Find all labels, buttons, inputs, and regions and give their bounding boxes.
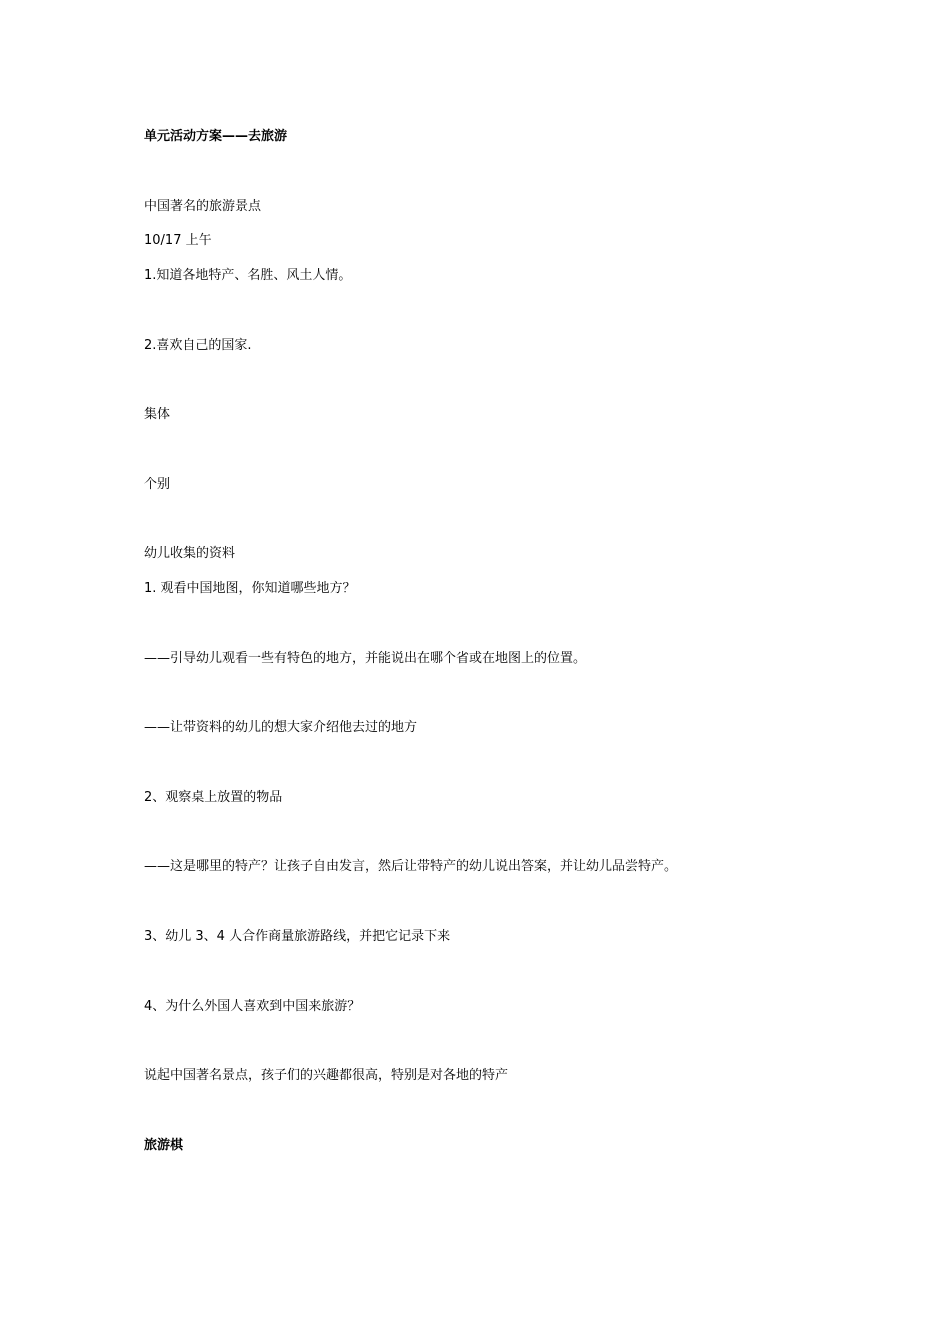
text-line-step-4: 4、为什么外国人喜欢到中国来旅游？	[144, 999, 361, 1014]
text-line-date: 10/17 上午	[144, 233, 212, 248]
text-line-step-1-note-b: ——让带资料的幼儿的想大家介绍他去过的地方	[144, 720, 418, 735]
document-title: 单元活动方案——去旅游	[144, 129, 288, 144]
text-line-materials: 幼儿收集的资料	[144, 546, 236, 561]
text-line-goal-2: 2.喜欢自己的国家.	[144, 338, 252, 353]
text-line-individual: 个别	[144, 477, 171, 492]
text-line-goal-1: 1.知道各地特产、名胜、风土人情。	[144, 268, 352, 283]
text-line-step-1: 1. 观看中国地图，你知道哪些地方？	[144, 581, 356, 596]
section-heading-travel-chess: 旅游棋	[144, 1138, 184, 1153]
text-line-group: 集体	[144, 407, 171, 422]
text-line-reflection: 说起中国著名景点，孩子们的兴趣都很高，特别是对各地的特产	[144, 1068, 509, 1083]
text-line-step-3: 3、幼儿 3、4 人合作商量旅游路线，并把它记录下来	[144, 929, 451, 944]
text-line-step-1-note-a: ——引导幼儿观看一些有特色的地方，并能说出在哪个省或在地图上的位置。	[144, 651, 587, 666]
text-line-step-2-note: ——这是哪里的特产？让孩子自由发言，然后让带特产的幼儿说出答案，并让幼儿品尝特产。	[144, 859, 678, 874]
text-line-step-2: 2、观察桌上放置的物品	[144, 790, 283, 805]
text-line-topic: 中国著名的旅游景点	[144, 199, 262, 214]
